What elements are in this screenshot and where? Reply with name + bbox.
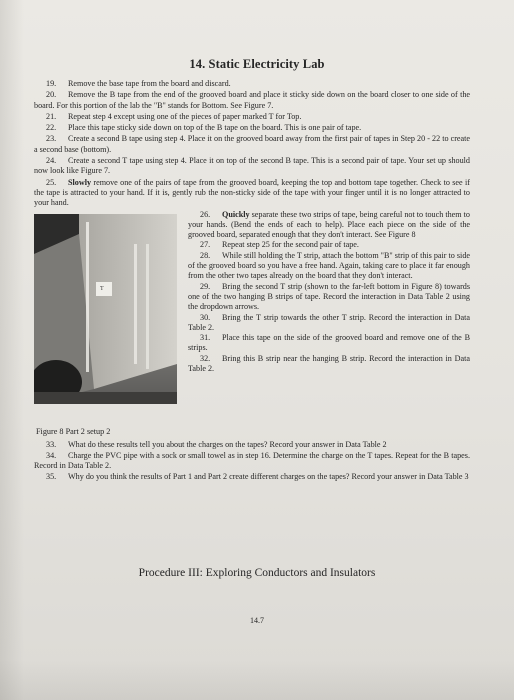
steps-bottom bbox=[34, 440, 470, 483]
step-emphasis: Quickly bbox=[222, 209, 250, 219]
step-number: 31. bbox=[200, 333, 211, 343]
figure-8 bbox=[34, 214, 180, 440]
step-number: 32. bbox=[200, 353, 211, 363]
step-34 bbox=[34, 451, 470, 472]
setup-photo bbox=[34, 214, 177, 404]
step-23 bbox=[34, 134, 470, 155]
step-text: While still holding the T strip, attach the bottom "B" strip of this pair to side of the grooved board so you have a free hand. Again, taking care to place it far enough from the other two tapes already on the board that they don't interact. bbox=[188, 250, 470, 281]
step-35 bbox=[34, 472, 470, 482]
page-title: 14. Static Electricity Lab bbox=[189, 57, 325, 71]
step-text: What do these results tell you about the charges on the tapes? Record your answer in Data Table 2 bbox=[68, 439, 387, 449]
step-number: 26. bbox=[200, 209, 211, 219]
step-number: 22. bbox=[46, 123, 57, 133]
step-24 bbox=[34, 156, 470, 177]
figure-caption: Figure 8 Part 2 setup 2 bbox=[36, 426, 111, 436]
page-number: 14.7 bbox=[250, 616, 264, 625]
step-number: 20. bbox=[46, 90, 57, 100]
step-21 bbox=[34, 112, 470, 122]
step-text: Bring the T strip towards the other T strip. Record the interaction in Data Table 2. bbox=[188, 312, 470, 332]
step-text: Remove the B tape from the end of the grooved board and place it sticky side down on the board closer to one side of the board. For this portion of the lab the "B" stands for Bottom. See Figure 7. bbox=[34, 90, 470, 110]
procedure-heading: Procedure III: Exploring Conductors and Insulators bbox=[138, 567, 376, 579]
step-number: 21. bbox=[46, 111, 57, 121]
tape-t-label: T bbox=[100, 285, 104, 292]
step-33 bbox=[34, 440, 470, 450]
step-number: 19. bbox=[46, 79, 57, 88]
step-22 bbox=[34, 123, 470, 133]
step-text: Place this tape sticky side down on top of the B tape on the board. This is one pair of tape. bbox=[68, 123, 362, 133]
step-text: Why do you think the results of Part 1 and Part 2 create different charges on the tapes? Record your answer in Data Table 3 bbox=[68, 472, 469, 482]
step-20 bbox=[34, 90, 470, 111]
step-number: 29. bbox=[200, 281, 211, 291]
step-number: 34. bbox=[46, 450, 57, 460]
lab-steps bbox=[34, 79, 470, 484]
step-text: remove one of the pairs of tape from the grooved board, keeping the top and bottom tape together. Check to see if the tape is attracted to your hand. If it is, gently rub the non-sticky side of the tape with your finger until it is no longer attracted to your hand. bbox=[34, 177, 470, 208]
step-19 bbox=[34, 79, 470, 89]
page-shadow-bottom bbox=[0, 660, 514, 700]
step-number: 35. bbox=[46, 472, 57, 482]
page-shadow-left bbox=[0, 0, 24, 700]
step-number: 25. bbox=[46, 177, 57, 187]
step-text: Bring the second T strip (shown to the far-left bottom in Figure 8) towards one of the two hanging B strips of tape. Record the interaction in Data Table 2 using the dropdown arrows. bbox=[188, 281, 470, 312]
step-25 bbox=[34, 178, 470, 209]
step-text: Repeat step 4 except using one of the pieces of paper marked T for Top. bbox=[68, 111, 302, 121]
step-text: Remove the base tape from the board and discard. bbox=[68, 79, 231, 88]
step-text: separate these two strips of tape, being careful not to touch them to your hands. (Bend the ends of each to help). Place each piece on the side of the grooved board, separated enough that they don't interact. See Figure 8 bbox=[188, 209, 470, 240]
step-text: Bring this B strip near the hanging B strip. Record the interaction in Data Table 2. bbox=[188, 353, 470, 374]
step-number: 28. bbox=[200, 250, 211, 260]
step-text: Create a second B tape using step 4. Place it on the grooved board away from the first pair of tapes in Step 20 - 22 to create a second base (bottom). bbox=[34, 134, 470, 154]
step-text: Create a second T tape using step 4. Place it on top of the second B tape. This is a second pair of tape. Your set up should now look like Figure 7. bbox=[34, 156, 470, 176]
setup-photo-image bbox=[34, 214, 177, 404]
step-text: Charge the PVC pipe with a sock or small towel as in step 16. Determine the charge on the T tapes. Repeat for the B tapes. Record in Data Table 2. bbox=[34, 450, 470, 471]
step-emphasis: Slowly bbox=[68, 177, 92, 187]
step-number: 30. bbox=[200, 312, 211, 322]
step-number: 24. bbox=[46, 156, 57, 166]
step-number: 23. bbox=[46, 134, 57, 144]
step-text: Repeat step 25 for the second pair of tape. bbox=[222, 240, 359, 250]
step-number: 33. bbox=[46, 439, 57, 449]
steps-top bbox=[34, 79, 470, 209]
step-number: 27. bbox=[200, 240, 211, 250]
step-text: Place this tape on the side of the grooved board and remove one of the B strips. bbox=[188, 333, 470, 353]
